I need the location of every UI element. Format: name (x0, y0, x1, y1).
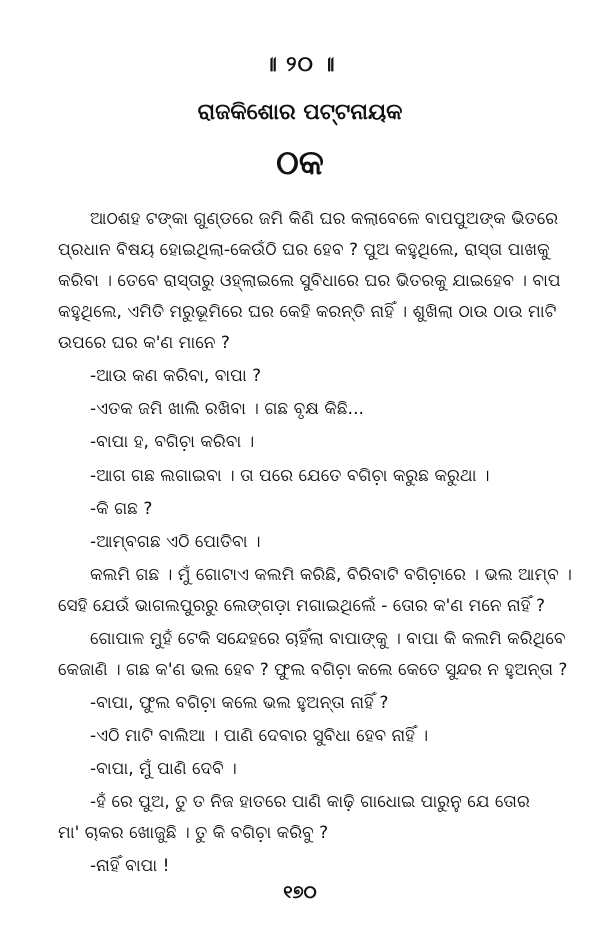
page-number: ୧୭୦ (283, 882, 317, 903)
dialogue-line: -ଏଠି ମାଟି ବାଲିଆ । ପାଣି ଦେବାର ସୁବିଧା ହେବ ନାହିଁ । (90, 726, 429, 746)
dialogue-line: -ବାପା ହ, ବଗିଚ଼ା କରିବା । (90, 432, 255, 452)
text-line: କଲମି ଗଛ । ମୁଁ ଗୋଟାଏ କଲମି କରିଛି, ବିରିବାଟି ବଗିଚ଼ାରେ । ଭଲ ଆମ୍ବ । (90, 565, 572, 585)
story-title: ଠକ (276, 143, 324, 183)
text-line: ସେହି ଯେଉଁ ଭାଗଲପୁରରୁ ଲେଙ୍ଗଡ଼ା ମଗାଇଥିଲେଁ - ତୋର କ'ଣ ମନେ ନାହିଁ ? (58, 596, 545, 616)
text-line: ମା' ଚାକର ଖୋଜୁଛି । ତୁ କି ବଗିଚ଼ା କରିବୁ ? (58, 823, 329, 843)
dialogue-line: -ନାହିଁ ବାପା ! (90, 856, 170, 876)
text-line: ଆଠଶହ ଟଙ୍କା ଗୁଣ୍ଡରେ ଜମି କିଣି ଘର କଲାବେଳେ ବାପପୁଅଙ୍କ ଭିତରେ (90, 209, 559, 229)
dialogue-line: -ବାପା, ମୁଁ ପାଣି ଦେବି । (90, 759, 237, 779)
author-name: ରାଜକିଶୋର ପଟ୍ଟନାୟକ (197, 100, 403, 125)
text-line: ପ୍ରଧାନ ବିଷୟ ହୋଇଥିଲା-କେଉଁଠି ଘର ହେବ ? ପୁଅ କହୁଥିଲେ, ରାସ୍ତା ପାଖକୁ (58, 240, 550, 260)
dialogue-line: -ଆମ୍ବଗଛ ଏଠି ପୋତିବା । (90, 532, 261, 552)
dialogue-line: -ଏତକ ଜମି ଖାଲି ରଖିବା । ଗଛ ବୃକ୍ଷ କିଛି... (90, 399, 364, 419)
dialogue-line: -କି ଗଛ ? (90, 499, 153, 519)
dialogue-line: -ଆଉ କଣ କରିବା, ବାପା ? (90, 366, 262, 386)
dialogue-line: -ବାପା, ଫୁଲ ବଗିଚ଼ା କଲେ ଭଲ ହୁଅନ୍ତା ନାହିଁ ? (90, 693, 389, 713)
text-line: କରିବା । ତେବେ ରାସ୍ତାରୁ ଓହ୍ଲାଇଲେ ସୁବିଧାରେ ଘର ଭିତରକୁ ଯାଇହେବ । ବାପ (58, 271, 561, 291)
text-line: କେଜାଣି । ଗଛ କ'ଣ ଭଲ ହେବ ? ଫୁଲ ବଗିଚ଼ା କଲେ କେତେ ସୁନ୍ଦର ନ ହୁଅନ୍ତା ? (58, 660, 568, 680)
text-line: ଉପରେ ଘର କ'ଣ ମାନେ ? (58, 333, 230, 353)
chapter-number: ॥ ୨୦ ॥ (264, 52, 336, 76)
dialogue-line: -ଆଗ ଗଛ ଲଗାଇବା । ତା ପରେ ଯେତେ ବଗିଚ଼ା କରୁଛ କରୁଥା । (90, 466, 490, 486)
dialogue-line: -ହଁ ରେ ପୁଅ, ତୁ ତ ନିଜ ହାତରେ ପାଣି କାଢ଼ି ଗାଧୋଇ ପାରୁନୁ ଯେ ତୋର (90, 792, 530, 812)
text-line: କହୁଥିଲେ, ଏମିତି ମରୁଭୂମିରେ ଘର କେହି କରନ୍ତି ନାହିଁ । ଶୁଖିଲା ଠାଉ ଠାଉ ମାଟି (58, 302, 557, 322)
text-line: ଗୋପାଳ ମୁହଁ ଟେକି ସନ୍ଦେହରେ ଚାହିଁଲା ବାପାଙ୍କୁ । ବାପା କି କଲମି କରିଥିବେ (90, 629, 566, 649)
